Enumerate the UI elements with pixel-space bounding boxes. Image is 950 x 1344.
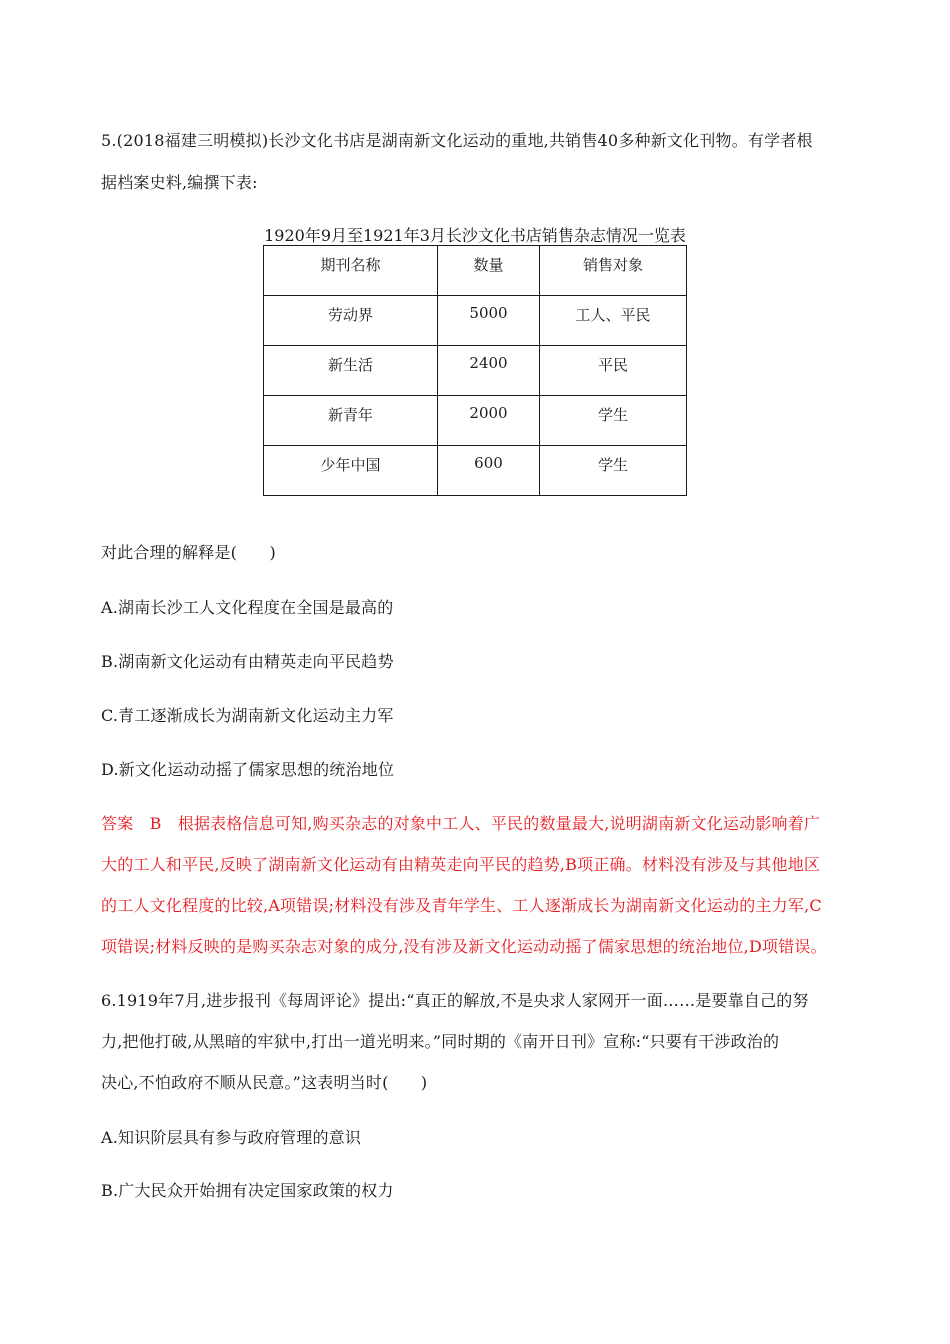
q5-answer-line-1: 答案 B 根据表格信息可知,购买杂志的对象中工人、平民的数量最大,说明湖南新文化运动影响着广 [101, 814, 821, 833]
table-row [264, 446, 687, 496]
table-cell: 工人、平民 [540, 296, 687, 346]
q5-stem: 对此合理的解释是( ) [101, 543, 276, 562]
q6-question-line-2: 力,把他打破,从黑暗的牢狱中,打出一道光明来。”同时期的《南开日刊》宣称:“只要有干涉政治的 [101, 1032, 780, 1051]
table-row [264, 396, 687, 446]
header-cell: 期刊名称 [264, 246, 438, 296]
q5-answer-line-3: 的工人文化程度的比较,A项错误;材料没有涉及青年学生、工人逐渐成长为湖南新文化运动的主力军,C [101, 896, 822, 915]
header-cell: 销售对象 [540, 246, 687, 296]
q5-answer-line-4: 项错误;材料反映的是购买杂志对象的成分,没有涉及新文化运动动摇了儒家思想的统治地位,D项错误。 [101, 937, 827, 956]
table-cell: 新生活 [264, 346, 438, 396]
q6-option-b: B.广大民众开始拥有决定国家政策的权力 [101, 1181, 394, 1200]
table-header-row [264, 246, 687, 296]
header-cell: 数量 [438, 246, 540, 296]
table-cell: 2000 [438, 396, 540, 446]
table-cell: 劳动界 [264, 296, 438, 346]
table-cell: 平民 [540, 346, 687, 396]
sales-table [263, 245, 687, 496]
q6-option-a: A.知识阶层具有参与政府管理的意识 [101, 1128, 362, 1147]
table-cell: 5000 [438, 296, 540, 346]
table-cell: 2400 [438, 346, 540, 396]
table-cell: 学生 [540, 396, 687, 446]
table-caption: 1920年9月至1921年3月长沙文化书店销售杂志情况一览表 [264, 226, 686, 245]
q6-question-line-3: 决心,不怕政府不顺从民意。”这表明当时( ) [101, 1073, 428, 1092]
q5-question-line-2: 据档案史料,编撰下表: [101, 173, 258, 192]
q5-question-line-1: 5.(2018福建三明模拟)长沙文化书店是湖南新文化运动的重地,共销售40多种新文化刊物。有学者根 [101, 131, 813, 150]
table-cell: 少年中国 [264, 446, 438, 496]
q5-option-c: C.青工逐渐成长为湖南新文化运动主力军 [101, 706, 394, 725]
q5-option-d: D.新文化运动动摇了儒家思想的统治地位 [101, 760, 395, 779]
table-cell: 新青年 [264, 396, 438, 446]
table-row [264, 346, 687, 396]
q5-option-b: B.湖南新文化运动有由精英走向平民趋势 [101, 652, 394, 671]
table-row [264, 296, 687, 346]
q5-option-a: A.湖南长沙工人文化程度在全国是最高的 [101, 598, 394, 617]
table-cell: 600 [438, 446, 540, 496]
q6-question-line-1: 6.1919年7月,进步报刊《每周评论》提出:“真正的解放,不是央求人家网开一面……是要靠自己的努 [101, 991, 809, 1010]
table-cell: 学生 [540, 446, 687, 496]
q5-answer-line-2: 大的工人和平民,反映了湖南新文化运动有由精英走向平民的趋势,B项正确。材料没有涉及与其他地区 [101, 855, 821, 874]
